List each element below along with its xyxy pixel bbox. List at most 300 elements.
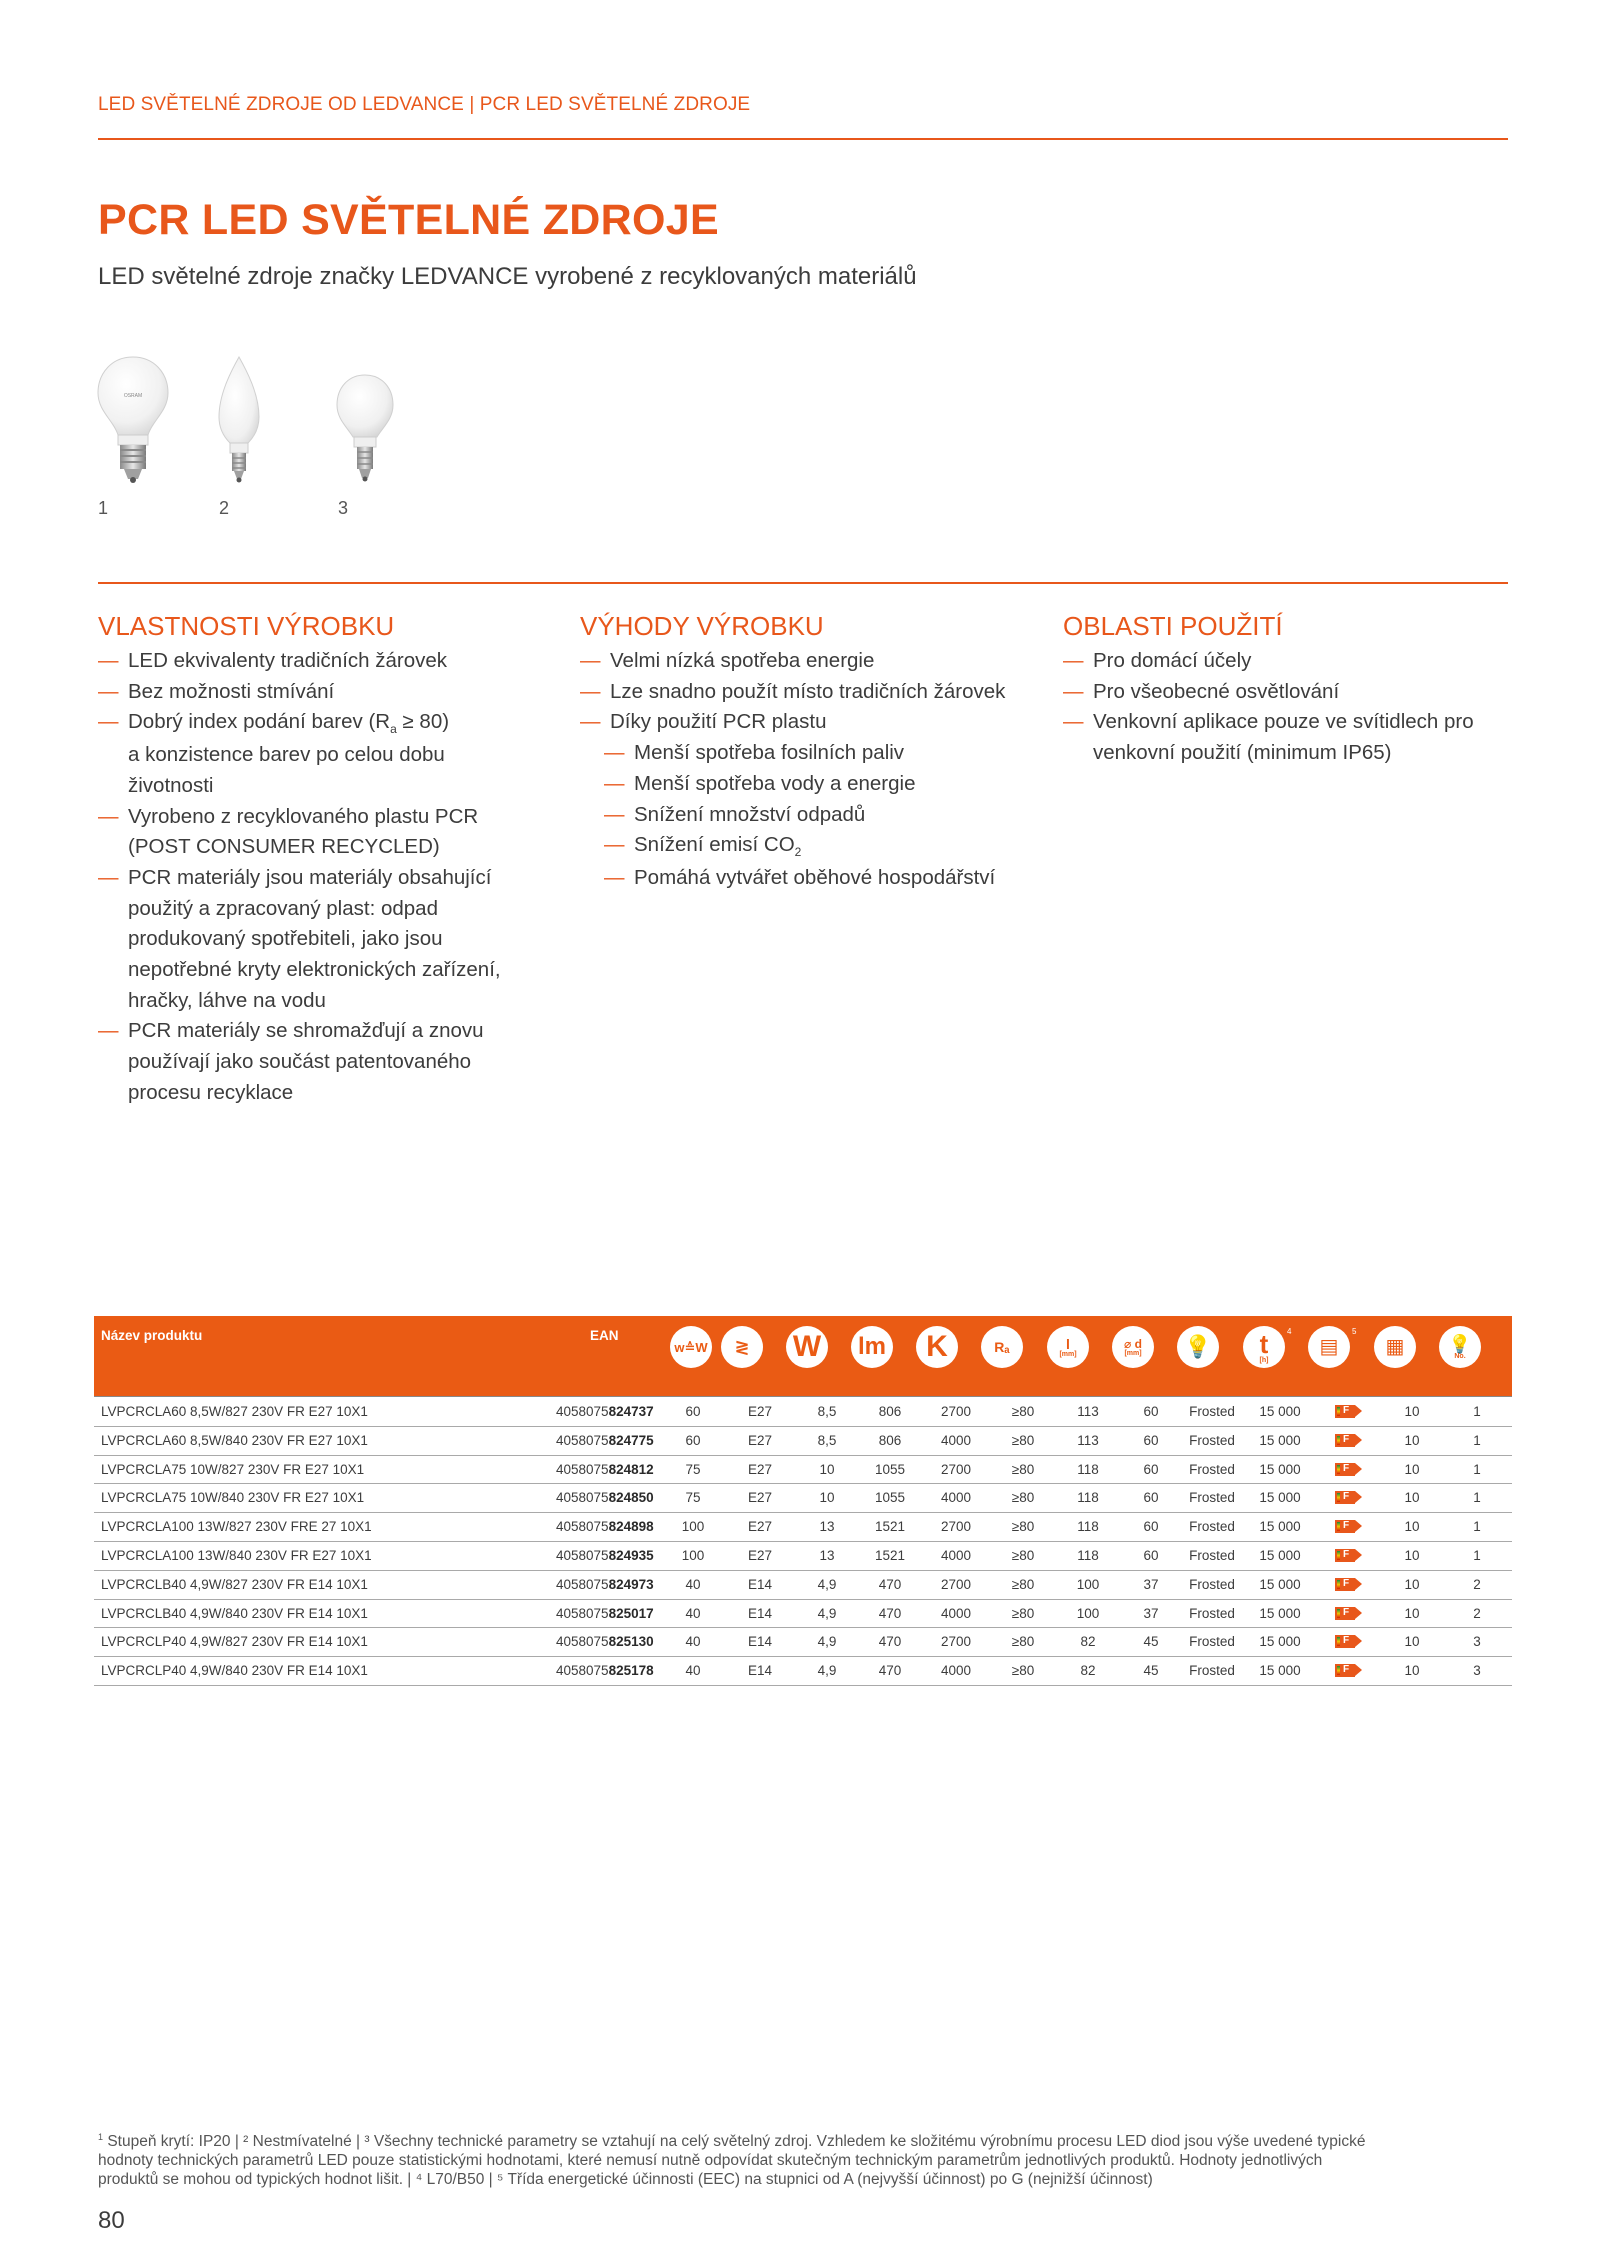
- cell-fig: 3: [1473, 1663, 1481, 1679]
- header-product-name: Název produktu: [101, 1328, 203, 1343]
- cell-lumen: 1055: [874, 1490, 906, 1506]
- energy-scale-bar: [1337, 1666, 1340, 1675]
- cell-lumen: 470: [878, 1605, 902, 1621]
- header-icon-footnote-mark: 5: [1352, 1327, 1357, 1336]
- list-item: — Menší spotřeba fosilních paliv: [580, 738, 1050, 769]
- list-item: životnosti: [128, 773, 214, 797]
- cell-ra: ≥80: [1011, 1404, 1035, 1419]
- list-item: — Díky použití PCR plastu: [580, 707, 1050, 738]
- cell-socket: E27: [747, 1404, 773, 1419]
- energy-class-arrow: [1355, 1607, 1362, 1619]
- wattage-equivalent-icon: [670, 1326, 712, 1368]
- cell-watt: 4,9: [817, 1576, 837, 1592]
- footnote: [98, 2128, 1478, 2189]
- ean-prefix: 4058075: [556, 1432, 609, 1448]
- cell-ra: ≥80: [1011, 1663, 1035, 1679]
- cell-lumen: 1521: [874, 1548, 906, 1563]
- cell-length: 100: [1076, 1576, 1100, 1592]
- ean-prefix: 4058075: [556, 1490, 609, 1506]
- energy-scale-bar: [1337, 1465, 1340, 1474]
- cell-ean: [556, 1663, 654, 1678]
- cell-lumen: 470: [878, 1576, 902, 1592]
- cell-equiv: 75: [685, 1490, 701, 1506]
- table-row: [94, 1627, 1512, 1657]
- cell-length: 100: [1076, 1605, 1100, 1621]
- list-item-text: ≥ 80): [396, 710, 450, 734]
- list-item: [98, 707, 538, 740]
- ean-prefix: 4058075: [556, 1548, 609, 1563]
- table-row: [94, 1397, 1512, 1427]
- cell-equiv: 100: [681, 1519, 705, 1535]
- list-item: procesu recyklace: [128, 1080, 294, 1104]
- cell-diameter: 37: [1143, 1576, 1159, 1592]
- header-icon-label: w≙W: [674, 1339, 708, 1355]
- cell-socket: E27: [747, 1461, 773, 1477]
- cell-life: 15 000: [1259, 1519, 1301, 1535]
- energy-class-arrow: [1355, 1664, 1362, 1676]
- cell-ra: ≥80: [1011, 1576, 1035, 1592]
- bulb-figure-2-image: [216, 355, 262, 488]
- energy-class-label-icon: [1335, 1549, 1362, 1562]
- cell-life: 15 000: [1259, 1432, 1301, 1448]
- energy-class-label-icon: [1335, 1578, 1362, 1591]
- cell-fig: 1: [1473, 1548, 1481, 1563]
- cell-name: LVPCRCLA100 13W/827 230V FRE 27 10X1: [101, 1519, 372, 1535]
- energy-class-letter: F: [1343, 1520, 1350, 1532]
- cell-fig: 1: [1473, 1490, 1481, 1506]
- list-item: — Menší spotřeba vody a energie: [580, 769, 1050, 800]
- table-row: [94, 1656, 1512, 1686]
- header-icon-label: ⌀ d: [1124, 1336, 1142, 1351]
- cell-diameter: 60: [1143, 1432, 1159, 1448]
- top-divider: [98, 138, 1508, 140]
- footnote-mark: 1: [98, 2132, 104, 2142]
- cell-name: LVPCRCLB40 4,9W/827 230V FR E14 10X1: [101, 1576, 368, 1592]
- ean-prefix: 4058075: [556, 1461, 609, 1477]
- ean-prefix: 4058075: [556, 1634, 609, 1650]
- cell-fig: 1: [1473, 1432, 1481, 1448]
- cell-fig: 1: [1473, 1404, 1481, 1419]
- figure-number-3: 3: [338, 498, 349, 518]
- header-icon-label: Rₐ: [994, 1339, 1010, 1355]
- list-item: [580, 830, 1050, 863]
- cell-ra: ≥80: [1011, 1490, 1035, 1506]
- cell-watt: 13: [819, 1519, 835, 1535]
- cell-pack: 10: [1404, 1461, 1420, 1477]
- energy-scale-bar: [1337, 1637, 1340, 1646]
- benefits-column: [580, 608, 1050, 894]
- header-icon-label: t: [1259, 1328, 1269, 1359]
- ean-prefix: 4058075: [556, 1576, 609, 1592]
- cell-equiv: 40: [685, 1576, 701, 1592]
- footnote-line-1: Stupeň krytí: IP20 | ² Nestmívatelné | ³ Všechny technické parametry se vztahují na celý světelný zdroj. Vzhledem ke složitému výrobnímu procesu LED diod jsou výše uvedené typické: [107, 2133, 1366, 2151]
- cell-kelvin: 4000: [940, 1605, 972, 1621]
- figure-number-1: 1: [98, 498, 109, 518]
- cell-kelvin: 4000: [940, 1548, 972, 1563]
- energy-scale-bar: [1337, 1609, 1340, 1618]
- cell-watt: 4,9: [817, 1634, 837, 1650]
- cell-finish: Frosted: [1189, 1634, 1235, 1650]
- page-number: 80: [98, 2207, 125, 2234]
- length-icon: [1047, 1326, 1089, 1368]
- cell-length: 118: [1077, 1461, 1099, 1477]
- energy-scale-bar: [1337, 1580, 1340, 1589]
- cell-watt: 8,5: [817, 1404, 837, 1419]
- ean-suffix: 825130: [608, 1634, 654, 1650]
- watt-icon: [786, 1326, 828, 1368]
- cell-finish: Frosted: [1189, 1461, 1235, 1477]
- bulb-figure-1-image: [96, 355, 170, 488]
- header-icon-label: ▤: [1319, 1336, 1339, 1358]
- ean-suffix: 825178: [608, 1663, 654, 1679]
- footnote-line-3: produktů se mohou od typických hodnot lišit. | ⁴ L70/B50 | ⁵ Třída energetické účinnosti (EEC) na stupnici od A (nejvyšší účinnost) po G (nejnižší účinnost): [98, 2171, 1153, 2189]
- applications-list: [1063, 646, 1503, 769]
- cell-length: 113: [1077, 1404, 1099, 1419]
- list-item: venkovní použití (minimum IP65): [1093, 741, 1392, 765]
- cell-life: 15 000: [1259, 1461, 1301, 1477]
- cell-pack: 10: [1404, 1605, 1420, 1621]
- figure-number-2: 2: [219, 498, 230, 518]
- cell-diameter: 60: [1143, 1461, 1159, 1477]
- cell-fig: 1: [1473, 1461, 1481, 1477]
- footnote-line-2: hodnoty technických parametrů LED pouze statistickými hodnotami, které nemusí nutně odpovídat skutečným technickým parametrům jednotlivých produktů. Hodnoty jednotlivých: [98, 2152, 1323, 2170]
- header-icon-unit: [mm]: [1059, 1350, 1077, 1358]
- cell-finish: Frosted: [1189, 1663, 1235, 1679]
- cell-name: LVPCRCLB40 4,9W/840 230V FR E14 10X1: [101, 1605, 368, 1621]
- list-item: — Venkovní aplikace pouze ve svítidlech pro: [1063, 707, 1503, 738]
- cell-name: LVPCRCLA100 13W/840 230V FR E27 10X1: [101, 1548, 372, 1563]
- kelvin-icon: [916, 1326, 958, 1368]
- cell-equiv: 40: [685, 1605, 701, 1621]
- cell-ra: ≥80: [1011, 1605, 1035, 1621]
- cell-life: 15 000: [1259, 1576, 1301, 1592]
- cell-kelvin: 2700: [940, 1519, 972, 1535]
- cell-name: LVPCRCLP40 4,9W/827 230V FR E14 10X1: [101, 1634, 368, 1650]
- figure-number-icon: [1439, 1326, 1481, 1368]
- energy-class-label-icon: [1335, 1520, 1362, 1533]
- cell-socket: E14: [747, 1576, 773, 1592]
- cell-diameter: 60: [1143, 1404, 1159, 1419]
- lumen-icon: [851, 1326, 893, 1368]
- cell-ra: ≥80: [1011, 1634, 1035, 1650]
- features-list: [98, 646, 538, 1109]
- ean-suffix: 824973: [608, 1576, 654, 1592]
- energy-class-arrow: [1355, 1491, 1362, 1503]
- list-item: — Pro všeobecné osvětlování: [1063, 677, 1503, 708]
- table-row: [94, 1599, 1512, 1629]
- list-item: (POST CONSUMER RECYCLED): [128, 835, 440, 859]
- cell-finish: Frosted: [1189, 1576, 1235, 1592]
- lifetime-icon: [1243, 1326, 1285, 1368]
- cell-kelvin: 2700: [940, 1576, 972, 1592]
- cell-life: 15 000: [1259, 1634, 1301, 1650]
- ean-suffix: 824775: [608, 1432, 654, 1448]
- breadcrumb: LED SVĚTELNÉ ZDROJE OD LEDVANCE | PCR LED SVĚTELNÉ ZDROJE: [98, 94, 751, 115]
- energy-class-arrow: [1355, 1549, 1362, 1561]
- header-ean: EAN: [590, 1328, 619, 1343]
- energy-class-letter: F: [1343, 1405, 1350, 1416]
- cell-equiv: 60: [685, 1404, 701, 1419]
- cell-finish: Frosted: [1189, 1404, 1235, 1419]
- energy-scale-bar: [1337, 1436, 1340, 1445]
- energy-label-icon: [1308, 1326, 1350, 1368]
- section-divider: [98, 582, 1508, 584]
- ean-prefix: 4058075: [556, 1404, 609, 1419]
- list-item: hračky, láhve na vodu: [128, 988, 326, 1012]
- cell-lumen: 1521: [874, 1519, 906, 1535]
- features-heading: VLASTNOSTI VÝROBKU: [98, 611, 395, 641]
- list-item: — Lze snadno použít místo tradičních žárovek: [580, 677, 1050, 708]
- cell-diameter: 37: [1143, 1605, 1159, 1621]
- cell-name: LVPCRCLA60 8,5W/840 230V FR E27 10X1: [101, 1432, 368, 1448]
- ean-suffix: 824737: [608, 1404, 654, 1419]
- list-item: použitý a zpracovaný plast: odpad: [128, 896, 438, 920]
- cell-equiv: 40: [685, 1634, 701, 1650]
- list-item: — LED ekvivalenty tradičních žárovek: [98, 646, 538, 677]
- table-row: [94, 1426, 1512, 1456]
- cell-watt: 4,9: [817, 1663, 837, 1679]
- cell-watt: 10: [819, 1490, 835, 1506]
- list-item: nepotřebné kryty elektronických zařízení,: [128, 958, 501, 982]
- list-item: — Pomáhá vytvářet oběhové hospodářství: [580, 863, 1050, 894]
- bulb-finish-icon: [1177, 1326, 1219, 1368]
- cell-finish: Frosted: [1189, 1519, 1235, 1535]
- header-icon-unit: [h]: [1259, 1356, 1269, 1364]
- list-item-text: Dobrý index podání barev (R: [128, 710, 391, 734]
- cell-ean: [556, 1634, 654, 1649]
- list-item: — PCR materiály se shromažďují a znovu: [98, 1016, 538, 1047]
- cell-lumen: 1055: [874, 1461, 906, 1477]
- header-icon-label: lm: [857, 1333, 886, 1360]
- cell-socket: E27: [747, 1519, 773, 1535]
- cell-kelvin: 4000: [940, 1490, 972, 1506]
- cell-name: LVPCRCLA75 10W/827 230V FR E27 10X1: [101, 1461, 365, 1477]
- cell-ean: [556, 1577, 654, 1592]
- cell-kelvin: 4000: [940, 1432, 972, 1448]
- energy-class-letter: F: [1343, 1606, 1350, 1618]
- header-icon-label: ≷: [734, 1337, 750, 1357]
- energy-class-arrow: [1355, 1405, 1362, 1417]
- energy-class-letter: F: [1343, 1664, 1350, 1676]
- cell-ean: [556, 1462, 654, 1477]
- cell-finish: Frosted: [1189, 1548, 1235, 1563]
- cell-length: 118: [1077, 1548, 1099, 1563]
- header-icon-unit: No.: [1454, 1352, 1466, 1360]
- cell-length: 82: [1080, 1663, 1096, 1679]
- cell-kelvin: 2700: [940, 1404, 972, 1419]
- cell-lumen: 806: [878, 1404, 902, 1419]
- cell-watt: 4,9: [817, 1605, 837, 1621]
- cell-equiv: 75: [685, 1461, 701, 1477]
- ean-prefix: 4058075: [556, 1519, 609, 1535]
- cell-pack: 10: [1404, 1634, 1420, 1650]
- cell-lumen: 470: [878, 1663, 902, 1679]
- cell-socket: E14: [747, 1663, 773, 1679]
- cell-ean: [556, 1606, 654, 1621]
- list-item: produkovaný spotřebiteli, jako jsou: [128, 927, 443, 951]
- energy-class-label-icon: [1335, 1607, 1362, 1620]
- cell-pack: 10: [1404, 1663, 1420, 1679]
- applications-column: [1063, 608, 1503, 769]
- header-icon-label: 💡: [1448, 1333, 1472, 1354]
- list-item: — Bez možnosti stmívání: [98, 677, 538, 708]
- cell-diameter: 45: [1143, 1634, 1159, 1650]
- cell-pack: 10: [1404, 1490, 1420, 1506]
- cell-diameter: 60: [1143, 1519, 1159, 1535]
- table-row: [94, 1570, 1512, 1600]
- cell-length: 113: [1077, 1432, 1099, 1448]
- energy-class-letter: F: [1343, 1462, 1350, 1474]
- subscript: a: [390, 722, 397, 737]
- energy-class-letter: F: [1343, 1491, 1350, 1503]
- cell-watt: 10: [819, 1461, 835, 1477]
- cell-kelvin: 2700: [940, 1461, 972, 1477]
- energy-scale-bar: [1337, 1407, 1340, 1416]
- cell-life: 15 000: [1259, 1404, 1301, 1419]
- cell-ra: ≥80: [1011, 1519, 1035, 1535]
- benefits-list: [580, 646, 1050, 894]
- cell-life: 15 000: [1259, 1490, 1301, 1506]
- list-item: — PCR materiály jsou materiály obsahující: [98, 863, 538, 894]
- cell-life: 15 000: [1259, 1548, 1301, 1563]
- cell-diameter: 60: [1143, 1490, 1159, 1506]
- energy-class-label-icon: [1335, 1635, 1362, 1648]
- cell-ra: ≥80: [1011, 1461, 1035, 1477]
- page-title: PCR LED SVĚTELNÉ ZDROJE: [98, 196, 719, 244]
- energy-class-arrow: [1355, 1635, 1362, 1647]
- bulb-figure-3-image: [335, 355, 395, 488]
- cell-watt: 13: [819, 1548, 835, 1563]
- cell-name: LVPCRCLA75 10W/840 230V FR E27 10X1: [101, 1490, 365, 1506]
- page-subtitle: LED světelné zdroje značky LEDVANCE vyrobené z recyklovaných materiálů: [98, 263, 917, 290]
- energy-class-label-icon: [1335, 1434, 1362, 1447]
- cell-length: 118: [1077, 1519, 1099, 1535]
- subscript: 2: [794, 845, 802, 860]
- packaging-icon: [1374, 1326, 1416, 1368]
- cell-name: LVPCRCLA60 8,5W/827 230V FR E27 10X1: [101, 1404, 368, 1419]
- ean-suffix: 824850: [608, 1490, 654, 1506]
- list-item: — Velmi nízká spotřeba energie: [580, 646, 1050, 677]
- cell-pack: 10: [1404, 1432, 1420, 1448]
- energy-class-label-icon: [1335, 1405, 1362, 1418]
- energy-class-arrow: [1355, 1578, 1362, 1590]
- socket-icon: [721, 1326, 763, 1368]
- benefits-heading: VÝHODY VÝROBKU: [580, 611, 824, 641]
- ean-suffix: 825017: [608, 1605, 654, 1621]
- cell-socket: E27: [747, 1490, 773, 1506]
- cell-socket: E14: [747, 1634, 773, 1650]
- cell-socket: E27: [747, 1548, 773, 1563]
- list-item: používají jako součást patentovaného: [128, 1050, 472, 1074]
- ean-suffix: 824812: [608, 1461, 654, 1477]
- cell-diameter: 60: [1143, 1548, 1159, 1563]
- table-row: [94, 1483, 1512, 1513]
- cell-pack: 10: [1404, 1576, 1420, 1592]
- cell-ean: [556, 1490, 654, 1505]
- cell-socket: E14: [747, 1605, 773, 1621]
- header-icon-label: ▦: [1385, 1336, 1405, 1358]
- color-rendering-icon: [981, 1326, 1023, 1368]
- list-item-text: Snížení emisí CO: [634, 833, 795, 857]
- header-icon-unit: [mm]: [1124, 1349, 1142, 1357]
- table-row: [94, 1541, 1512, 1571]
- cell-lumen: 470: [878, 1634, 902, 1650]
- cell-finish: Frosted: [1189, 1490, 1235, 1506]
- cell-ra: ≥80: [1011, 1548, 1035, 1563]
- cell-kelvin: 2700: [940, 1634, 972, 1650]
- cell-length: 118: [1077, 1490, 1099, 1506]
- cell-length: 82: [1080, 1634, 1096, 1650]
- cell-equiv: 60: [685, 1432, 701, 1448]
- cell-pack: 10: [1404, 1548, 1420, 1563]
- applications-heading: OBLASTI POUŽITÍ: [1063, 611, 1283, 641]
- ean-prefix: 4058075: [556, 1605, 609, 1621]
- list-item: — Pro domácí účely: [1063, 646, 1503, 677]
- header-icon-label: W: [792, 1330, 822, 1363]
- cell-ean: [556, 1404, 654, 1419]
- energy-class-label-icon: [1335, 1664, 1362, 1677]
- energy-class-letter: F: [1343, 1433, 1350, 1445]
- diameter-icon: [1112, 1326, 1154, 1368]
- table-row: [94, 1512, 1512, 1542]
- ean-suffix: 824935: [608, 1548, 654, 1563]
- energy-class-letter: F: [1343, 1577, 1350, 1589]
- cell-fig: 2: [1473, 1576, 1481, 1592]
- header-icon-footnote-mark: 4: [1287, 1327, 1292, 1336]
- ean-suffix: 824898: [608, 1519, 654, 1535]
- cell-watt: 8,5: [817, 1432, 837, 1448]
- energy-class-letter: F: [1343, 1635, 1350, 1647]
- header-icon-label: l: [1066, 1335, 1070, 1352]
- energy-scale-bar: [1337, 1522, 1340, 1531]
- cell-equiv: 100: [681, 1548, 705, 1563]
- list-item: a konzistence barev po celou dobu: [128, 743, 445, 767]
- cell-kelvin: 4000: [940, 1663, 972, 1679]
- svg-text:OSRAM: OSRAM: [123, 393, 143, 399]
- cell-ean: [556, 1548, 654, 1563]
- energy-class-arrow: [1355, 1463, 1362, 1475]
- energy-class-arrow: [1355, 1434, 1362, 1446]
- energy-class-arrow: [1355, 1520, 1362, 1532]
- table-row: [94, 1455, 1512, 1485]
- features-column: [98, 608, 538, 1109]
- cell-lumen: 806: [878, 1432, 902, 1448]
- energy-scale-bar: [1337, 1551, 1340, 1560]
- energy-class-label-icon: [1335, 1463, 1362, 1476]
- cell-diameter: 45: [1143, 1663, 1159, 1679]
- cell-fig: 3: [1473, 1634, 1481, 1650]
- header-icon-label: 💡: [1184, 1334, 1212, 1359]
- list-item: — Vyrobeno z recyklovaného plastu PCR: [98, 802, 538, 833]
- cell-pack: 10: [1404, 1519, 1420, 1535]
- list-item: — Snížení množství odpadů: [580, 800, 1050, 831]
- energy-class-letter: F: [1343, 1549, 1350, 1560]
- cell-ra: ≥80: [1011, 1432, 1035, 1448]
- energy-class-label-icon: [1335, 1491, 1362, 1504]
- cell-name: LVPCRCLP40 4,9W/840 230V FR E14 10X1: [101, 1663, 368, 1679]
- cell-socket: E27: [747, 1432, 773, 1448]
- cell-equiv: 40: [685, 1663, 701, 1679]
- header-icon-label: K: [926, 1330, 948, 1363]
- cell-fig: 2: [1473, 1605, 1481, 1621]
- cell-life: 15 000: [1259, 1663, 1301, 1679]
- cell-pack: 10: [1404, 1404, 1420, 1419]
- cell-finish: Frosted: [1189, 1432, 1235, 1448]
- cell-ean: [556, 1519, 654, 1534]
- cell-finish: Frosted: [1189, 1605, 1235, 1621]
- cell-ean: [556, 1433, 654, 1448]
- cell-life: 15 000: [1259, 1605, 1301, 1621]
